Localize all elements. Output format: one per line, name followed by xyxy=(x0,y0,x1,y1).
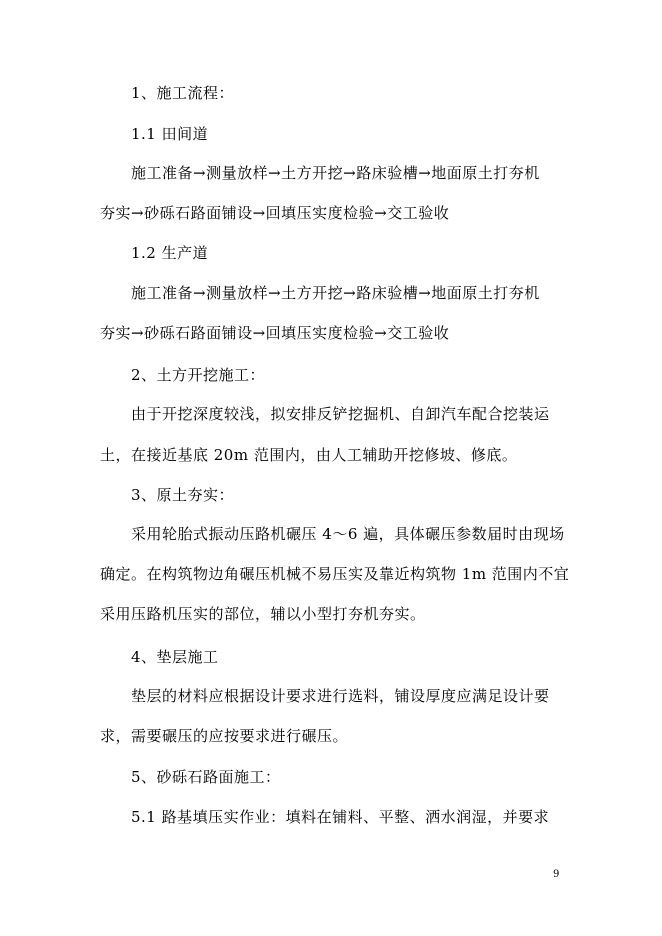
subheading-field-road: 1.1 田间道 xyxy=(131,125,209,143)
paragraph-line: 施工准备→测量放样→土方开挖→路床验槽→地面原土打夯机 xyxy=(131,164,540,182)
heading-gravel-pavement: 5、砂砾石路面施工： xyxy=(131,768,281,786)
heading-construction-process: 1、施工流程： xyxy=(131,84,235,102)
paragraph-line: 确定。在构筑物边角碾压机械不易压实及靠近构筑物 1m 范围内不宜 xyxy=(100,565,570,583)
heading-cushion-layer: 4、垫层施工 xyxy=(131,648,219,666)
paragraph-line: 采用轮胎式振动压路机碾压 4～6 遍，具体碾压参数届时由现场 xyxy=(131,525,565,543)
heading-soil-compaction: 3、原土夯实： xyxy=(131,486,235,504)
heading-earthwork-excavation: 2、土方开挖施工： xyxy=(131,366,266,384)
paragraph-line: 土，在接近基底 20m 范围内，由人工辅助开挖修坡、修底。 xyxy=(100,446,518,464)
paragraph-line: 夯实→砂砾石路面铺设→回填压实度检验→交工验收 xyxy=(100,204,450,222)
paragraph-line: 垫层的材料应根据设计要求进行选料，铺设厚度应满足设计要 xyxy=(131,687,550,705)
paragraph-line: 施工准备→测量放样→土方开挖→路床验槽→地面原土打夯机 xyxy=(131,284,540,302)
page-number: 9 xyxy=(553,869,560,880)
paragraph-line: 采用压路机压实的部位，辅以小型打夯机夯实。 xyxy=(100,605,426,623)
paragraph-line: 夯实→砂砾石路面铺设→回填压实度检验→交工验收 xyxy=(100,324,450,342)
paragraph-line: 求，需要碾压的应按要求进行碾压。 xyxy=(100,727,349,745)
paragraph-line: 由于开挖深度较浅，拟安排反铲挖掘机、自卸汽车配合挖装运 xyxy=(131,405,550,423)
subheading-production-road: 1.2 生产道 xyxy=(131,244,209,262)
paragraph-line: 5.1 路基填压实作业：填料在铺料、平整、洒水润湿，并要求 xyxy=(131,808,550,826)
